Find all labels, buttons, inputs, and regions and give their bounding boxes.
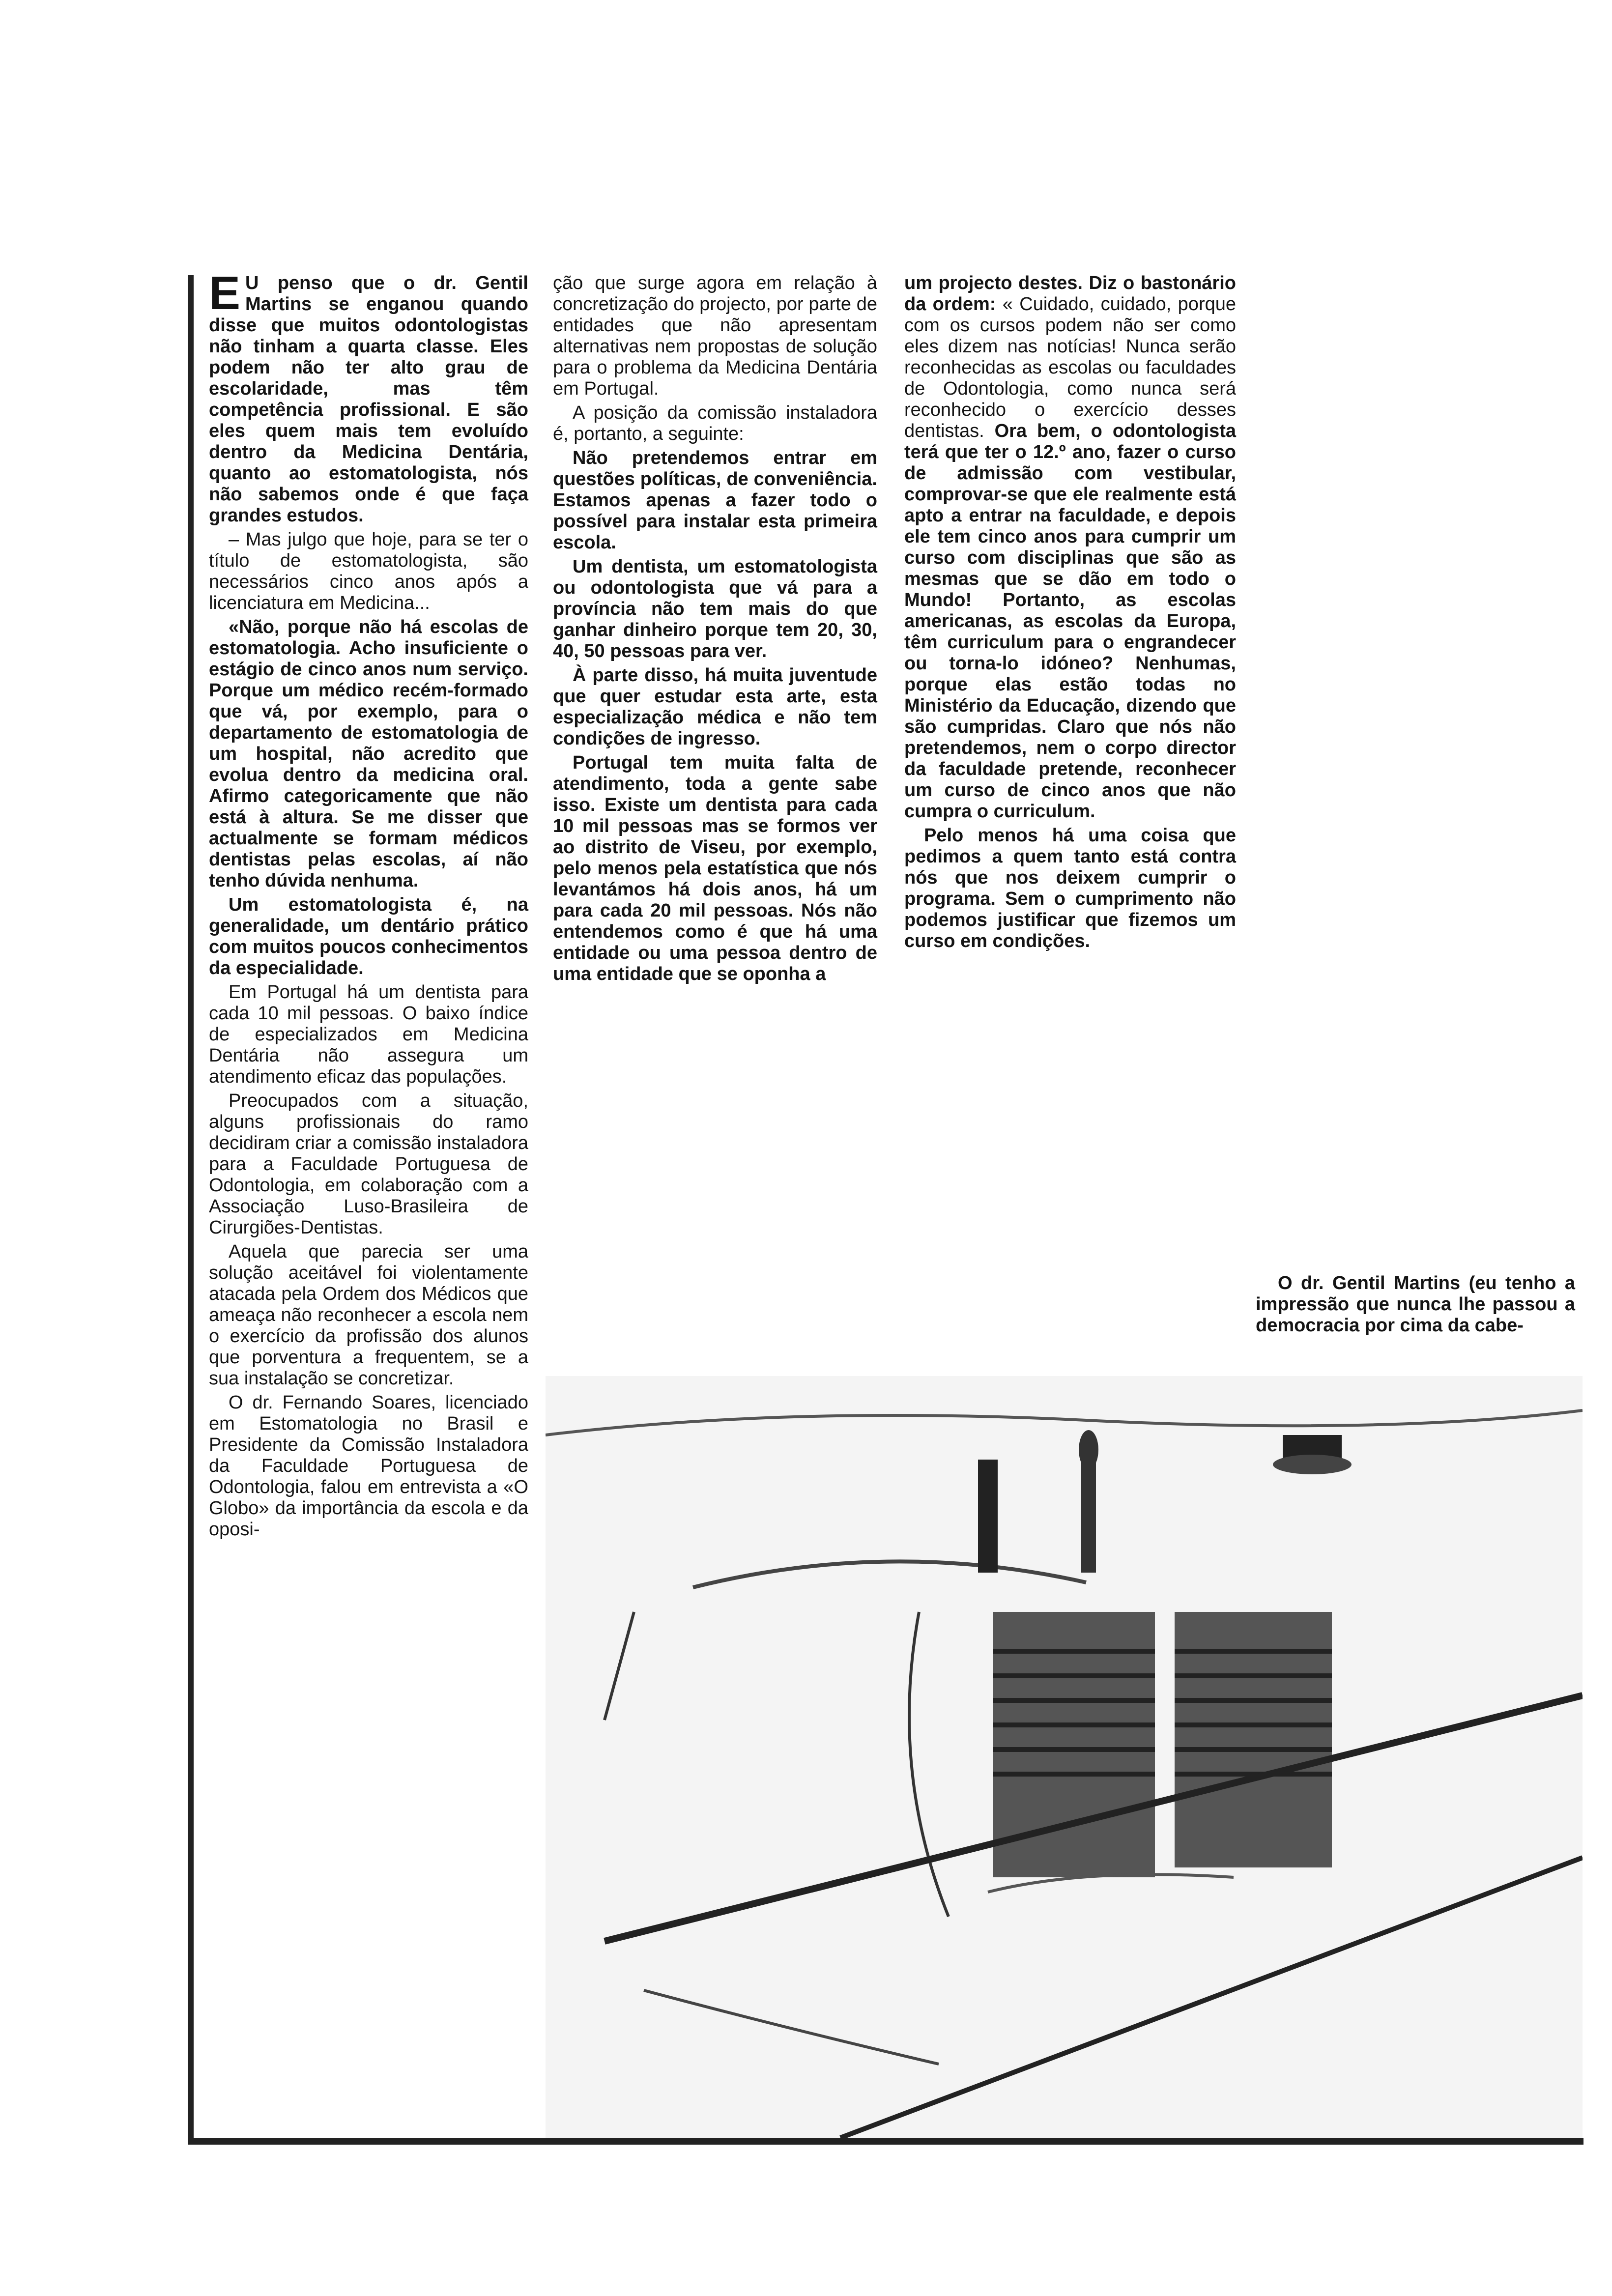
paragraph-4: Um estomatologista é, na generalidade, um dentário prático com muitos poucos conhecimentos da especialidade. [209,894,528,978]
paragraph-6: Portugal tem muita falta de atendimento, toda a gente sabe isso. Existe um dentista para cada 10 mil pessoas mas se formos ver ao distrito de Viseu, por exemplo, pelo menos pela estatística que nós levantámos há dois anos, há um para cada 20 mil pessoas. Nós não entendemos como é que há uma entidade ou uma pessoa dentro de uma entidade que se oponha a [553,752,877,984]
photo-illustration [546,1376,1583,2138]
column-2 [553,273,877,988]
paragraph-4: Um dentista, um estomatologista ou odontologista que vá para a província não tem mais do que ganhar dinheiro porque tem 20, 30, 40, 50 pessoas para ver. [553,556,877,661]
column-1 [209,267,528,1543]
paragraph-1 [904,273,1236,822]
paragraph-8: O dr. Fernando Soares, licenciado em Estomatologia no Brasil e Presidente da Comissão Instaladora da Faculdade Portuguesa de Odontologia, falou em entrevista a «O Globo» da importância da escola e da oposi- [209,1392,528,1540]
paragraph-1-text: U penso que o dr. Gentil Martins se enganou quando disse que muitos odontologistas não tinham a quarta classe. Eles podem não ter alto grau de escolaridade, mas têm competência profissional. E são eles quem mais tem evoluído dentro da Medicina Dentária, quanto ao estomatologista, nós não sabemos onde é que faça grandes estudos. [209,273,528,526]
dental-equipment-photo [546,1376,1583,2138]
paragraph-7: Aquela que parecia ser uma solução aceitável foi violentamente atacada pela Ordem dos Médicos que ameaça não reconhecer a escola nem o exercício da profissão dos alunos que porventura a frequentem, se a sua instalação se concretizar. [209,1241,528,1389]
paragraph-1-lead: um projecto destes. Diz o bastonário da ordem: [904,273,1236,315]
paragraph-1-tail: Ora bem, o odontologista terá que ter o 12.º ano, fazer o curso de admissão com vestibular, comprovar-se que ele realmente está apto a entrar na faculdade, e depois ele tem cinco anos para cumprir um curso com disciplinas que são as mesmas que se dão em todo o Mundo! Portanto, as escolas americanas, as escolas da Europa, têm curriculum para o engrandecer ou torna-lo idóneo? Nenhumas, porque elas estão todas no Ministério da Educação, dizendo que são cumpridas. Claro que nós não pretendemos, nem o corpo director da faculdade pretende, reconhecer um curso de cinco anos que não cumpra o curriculum. [904,421,1236,822]
paragraph-3: Não pretendemos entrar em questões políticas, de conveniência. Estamos apenas a fazer todo o possível para instalar esta primeira escola. [553,448,877,553]
bottom-rule [188,2138,1583,2145]
drop-cap: E [209,267,241,319]
paragraph-1 [209,267,528,526]
paragraph-6: Preocupados com a situação, alguns profissionais do ramo decidiram criar a comissão instaladora para a Faculdade Portuguesa de Odontologia, em colaboração com a Associação Luso-Brasileira de Cirurgiões-Dentistas. [209,1091,528,1238]
column-3 [904,273,1236,955]
column-4 [1256,1273,1575,1339]
paragraph-1-quote: « Cuidado, cuidado, porque com os cursos podem não ser como eles dizem nas notícias! Nunca serão reconhecidas as escolas ou faculdades de Odontologia, como nunca será reconhecido o exercício desses dentistas. [904,294,1236,441]
left-rule [188,275,194,2138]
paragraph-2: – Mas julgo que hoje, para se ter o título de estomatologista, são necessários cinco anos após a licenciatura em Medicina... [209,529,528,613]
paragraph-2: A posição da comissão instaladora é, portanto, a seguinte: [553,402,877,444]
paragraph-1: O dr. Gentil Martins (eu tenho a impressão que nunca lhe passou a democracia por cima da cabe- [1256,1273,1575,1336]
paragraph-3: «Não, porque não há escolas de estomatologia. Acho insuficiente o estágio de cinco anos num serviço. Porque um médico recém-formado que vá, por exemplo, para o departamento de estomatologia de um hospital, não acredito que evolua dentro da medicina oral. Afirmo categoricamente que não está à altura. Se me disser que actualmente se formam médicos dentistas pelas escolas, aí não tenho dúvida nenhuma. [209,617,528,891]
paragraph-5: Em Portugal há um dentista para cada 10 mil pessoas. O baixo índice de especializados em Medicina Dentária não assegura um atendimento eficaz das populações. [209,982,528,1087]
paragraph-5: À parte disso, há muita juventude que quer estudar esta arte, esta especialização médica e não tem condições de ingresso. [553,665,877,749]
paragraph-2: Pelo menos há uma coisa que pedimos a quem tanto está contra nós que nos deixem cumprir o programa. Sem o cumprimento não podemos justificar que fizemos um curso em condições. [904,825,1236,951]
paragraph-1: ção que surge agora em relação à concretização do projecto, por parte de entidades que não apresentam alternativas nem propostas de solução para o problema da Medicina Dentária em Portugal. [553,273,877,399]
